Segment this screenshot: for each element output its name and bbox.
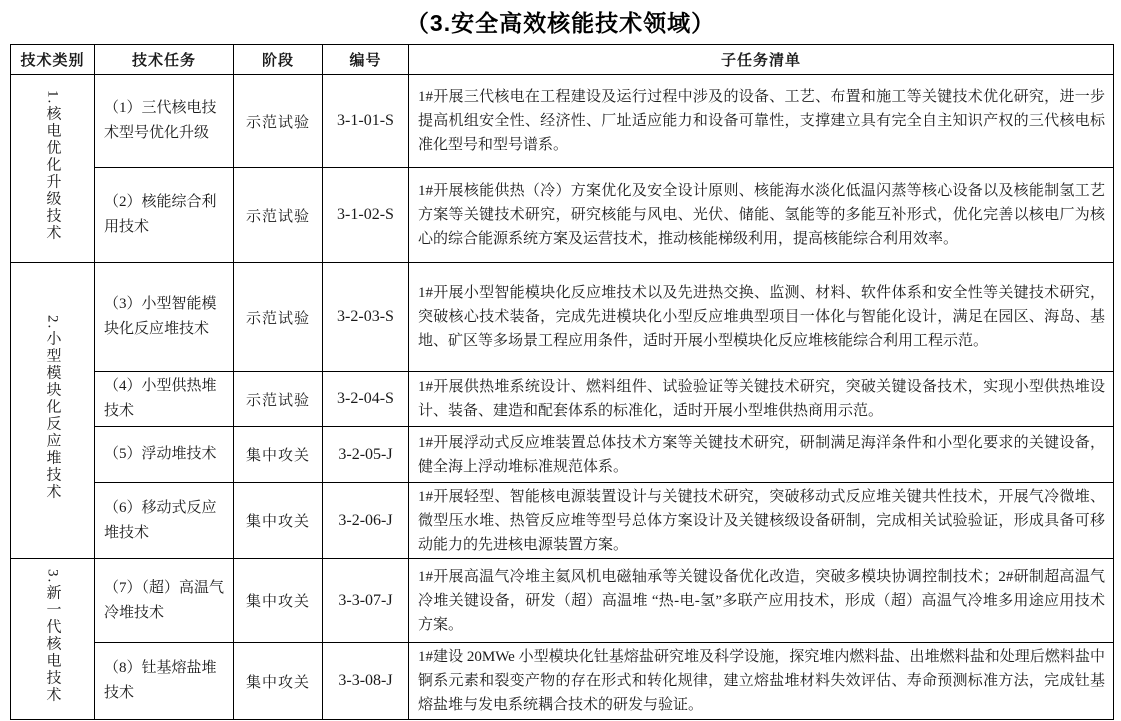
phase-cell: 集中攻关 [234, 559, 323, 643]
table-row [11, 372, 1114, 427]
task-cell: （6）移动式反应堆技术 [95, 483, 234, 559]
task-cell: （3）小型智能模块化反应堆技术 [95, 263, 234, 372]
table-row [11, 483, 1114, 559]
phase-cell: 集中攻关 [234, 427, 323, 483]
category-label: 3.新一代核电技术 [44, 569, 61, 704]
task-cell: （1）三代核电技术型号优化升级 [95, 75, 234, 168]
subtask-cell: 1#开展小型智能模块化反应堆技术以及先进热交换、监测、材料、软件体系和安全性等关键技术研究，突破核心技术装备，完成先进模块化小型反应堆典型项目一体化与智能化设计，满足在园区、海岛、基地、矿区等多场景工程应用条件，适时开展小型模块化反应堆核能综合利用工程示范。 [409, 263, 1114, 372]
table-row [11, 263, 1114, 372]
code-cell: 3-3-07-J [323, 559, 409, 643]
task-cell: （5）浮动堆技术 [95, 427, 234, 483]
code-cell: 3-2-06-J [323, 483, 409, 559]
task-cell: （8）钍基熔盐堆技术 [95, 643, 234, 720]
category-label: 1.核电优化升级技术 [44, 90, 61, 242]
phase-cell: 示范试验 [234, 75, 323, 168]
task-cell: （7）（超）高温气冷堆技术 [95, 559, 234, 643]
tech-tasks-table [10, 44, 1114, 720]
phase-cell: 集中攻关 [234, 643, 323, 720]
code-cell: 3-2-05-J [323, 427, 409, 483]
header-phase: 阶段 [234, 45, 323, 75]
phase-cell: 示范试验 [234, 372, 323, 427]
page-title: （3.安全高效核能技术领域） [405, 10, 716, 36]
code-cell: 3-2-03-S [323, 263, 409, 372]
header-category: 技术类别 [11, 45, 95, 75]
phase-cell: 示范试验 [234, 263, 323, 372]
subtask-cell: 1#开展核能供热（冷）方案优化及安全设计原则、核能海水淡化低温闪蒸等核心设备以及核能制氢工艺方案等关键技术研究，研究核能与风电、光伏、储能、氢能等的多能互补形式，优化完善以核电厂为核心的综合能源系统方案及运营技术，推动核能梯级利用，提高核能综合利用效率。 [409, 168, 1114, 263]
subtask-cell: 1#开展三代核电在工程建设及运行过程中涉及的设备、工艺、布置和施工等关键技术优化研究，进一步提高机组安全性、经济性、厂址适应能力和设备可靠性，支撑建立具有完全自主知识产权的三代核电标准化型号和型号谱系。 [409, 75, 1114, 168]
category-cell [11, 75, 95, 263]
subtask-cell: 1#开展高温气冷堆主氦风机电磁轴承等关键设备优化改造，突破多模块协调控制技术；2#研制超高温气冷堆关键设备，研发（超）高温堆 “热-电-氢”多联产应用技术，形成（超）高温气冷堆多用途应用技术方案。 [409, 559, 1114, 643]
table-row [11, 75, 1114, 168]
category-label: 2.小型模块化反应堆技术 [44, 315, 61, 501]
subtask-cell: 1#开展供热堆系统设计、燃料组件、试验验证等关键技术研究，突破关键设备技术，实现小型供热堆设计、装备、建造和配套体系的标准化，适时开展小型堆供热商用示范。 [409, 372, 1114, 427]
subtask-cell: 1#开展浮动式反应堆装置总体技术方案等关键技术研究，研制满足海洋条件和小型化要求的关键设备，健全海上浮动堆标准规范体系。 [409, 427, 1114, 483]
code-cell: 3-3-08-J [323, 643, 409, 720]
table-row [11, 427, 1114, 483]
code-cell: 3-2-04-S [323, 372, 409, 427]
phase-cell: 集中攻关 [234, 483, 323, 559]
category-cell [11, 559, 95, 720]
code-cell: 3-1-01-S [323, 75, 409, 168]
phase-cell: 示范试验 [234, 168, 323, 263]
code-cell: 3-1-02-S [323, 168, 409, 263]
table-header-row [11, 45, 1114, 75]
table-row [11, 559, 1114, 643]
category-cell [11, 263, 95, 559]
header-task: 技术任务 [95, 45, 234, 75]
subtask-cell: 1#开展轻型、智能核电源装置设计与关键技术研究，突破移动式反应堆关键共性技术，开展气冷微堆、微型压水堆、热管反应堆等型号总体方案设计及关键核级设备研制，完成相关试验验证，形成具备可移动能力的先进核电源装置方案。 [409, 483, 1114, 559]
header-code: 编号 [323, 45, 409, 75]
table-row [11, 168, 1114, 263]
header-subtasks: 子任务清单 [409, 45, 1114, 75]
subtask-cell: 1#建设 20MWe 小型模块化钍基熔盐研究堆及科学设施，探究堆内燃料盐、出堆燃料盐和处理后燃料盐中锕系元素和裂变产物的存在形式和转化规律，建立熔盐堆材料失效评估、寿命预测标准方法，完成钍基熔盐堆与发电系统耦合技术的研发与验证。 [409, 643, 1114, 720]
task-cell: （2）核能综合利用技术 [95, 168, 234, 263]
table-row [11, 643, 1114, 720]
task-cell: （4）小型供热堆技术 [95, 372, 234, 427]
